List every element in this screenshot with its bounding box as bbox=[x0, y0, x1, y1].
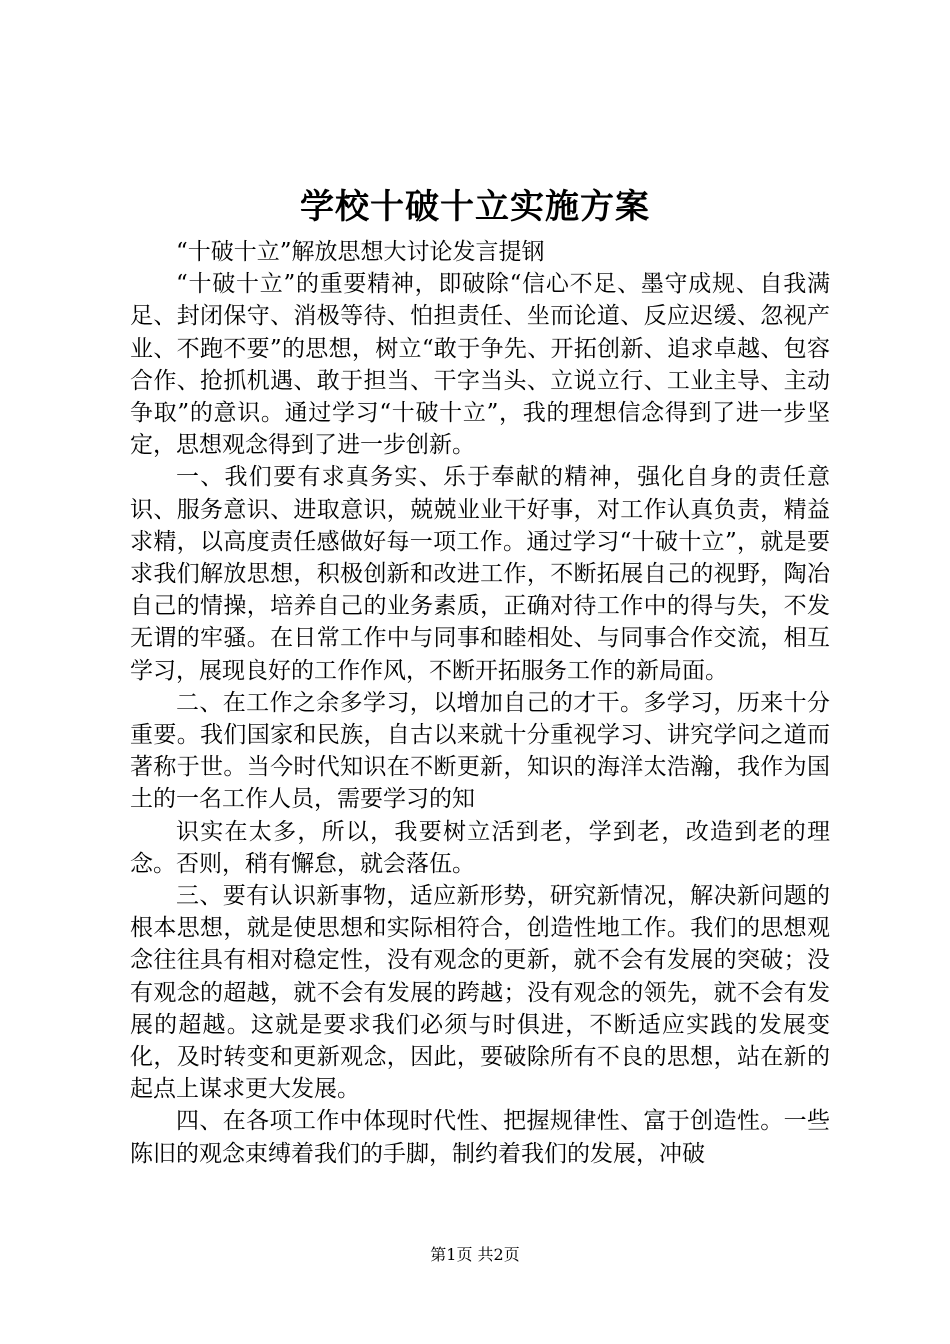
paragraph-section-3: 三、要有认识新事物，适应新形势，研究新情况，解决新问题的根本思想，就是使思想和实际相符合，创造性地工作。我们的思想观念往往具有相对稳定性，没有观念的更新，就不会有发展的突破；没有观念的超越，就不会有发展的跨越；没有观念的领先，就不会有发展的超越。这就是要求我们必须与时俱进，不断适应实践的发展变化，及时转变和更新观念，因此，要破除所有不良的思想，站在新的起点上谋求更大发展。 bbox=[130, 883, 830, 1103]
paragraph-section-2-continued: 识实在太多，所以，我要树立活到老，学到老，改造到老的理念。否则，稍有懈怠，就会落伍。 bbox=[130, 818, 830, 877]
paragraph-subtitle: “十破十立”解放思想大讨论发言提钢 bbox=[176, 239, 545, 265]
paragraph-section-2: 二、在工作之余多学习，以增加自己的才干。多学习，历来十分重要。我们国家和民族，自古以来就十分重视学习、讲究学问之道而著称于世。当今时代知识在不断更新，知识的海洋太浩瀚，我作为国土的一名工作人员，需要学习的知 bbox=[130, 689, 830, 813]
page-number-footer: 第1页 共2页 bbox=[430, 1245, 520, 1264]
document-title: 学校十破十立实施方案 bbox=[300, 187, 650, 227]
paragraph-section-4: 四、在各项工作中体现时代性、把握规律性、富于创造性。一些陈旧的观念束缚着我们的手脚，制约着我们的发展，冲破 bbox=[130, 1108, 830, 1167]
paragraph-intro: “十破十立”的重要精神，即破除“信心不足、墨守成规、自我满足、封闭保守、消极等待、怕担责任、坐而论道、反应迟缓、忽视产业、不跑不要”的思想，树立“敢于争先、开拓创新、追求卓越、包容合作、抢抓机遇、敢于担当、干字当头、立说立行、工业主导、主动争取”的意识。通过学习“十破十立”，我的理想信念得到了进一步坚定，思想观念得到了进一步创新。 bbox=[130, 271, 830, 459]
document-body bbox=[130, 236, 830, 1170]
paragraph-section-1: 一、我们要有求真务实、乐于奉献的精神，强化自身的责任意识、服务意识、进取意识，兢兢业业干好事，对工作认真负责，精益求精，以高度责任感做好每一项工作。通过学习“十破十立”，就是要求我们解放思想，积极创新和改进工作，不断拓展自己的视野，陶冶自己的情操，培养自己的业务素质，正确对待工作中的得与失，不发无谓的牢骚。在日常工作中与同事和睦相处、与同事合作交流，相互学习，展现良好的工作作风，不断开拓服务工作的新局面。 bbox=[130, 464, 830, 684]
